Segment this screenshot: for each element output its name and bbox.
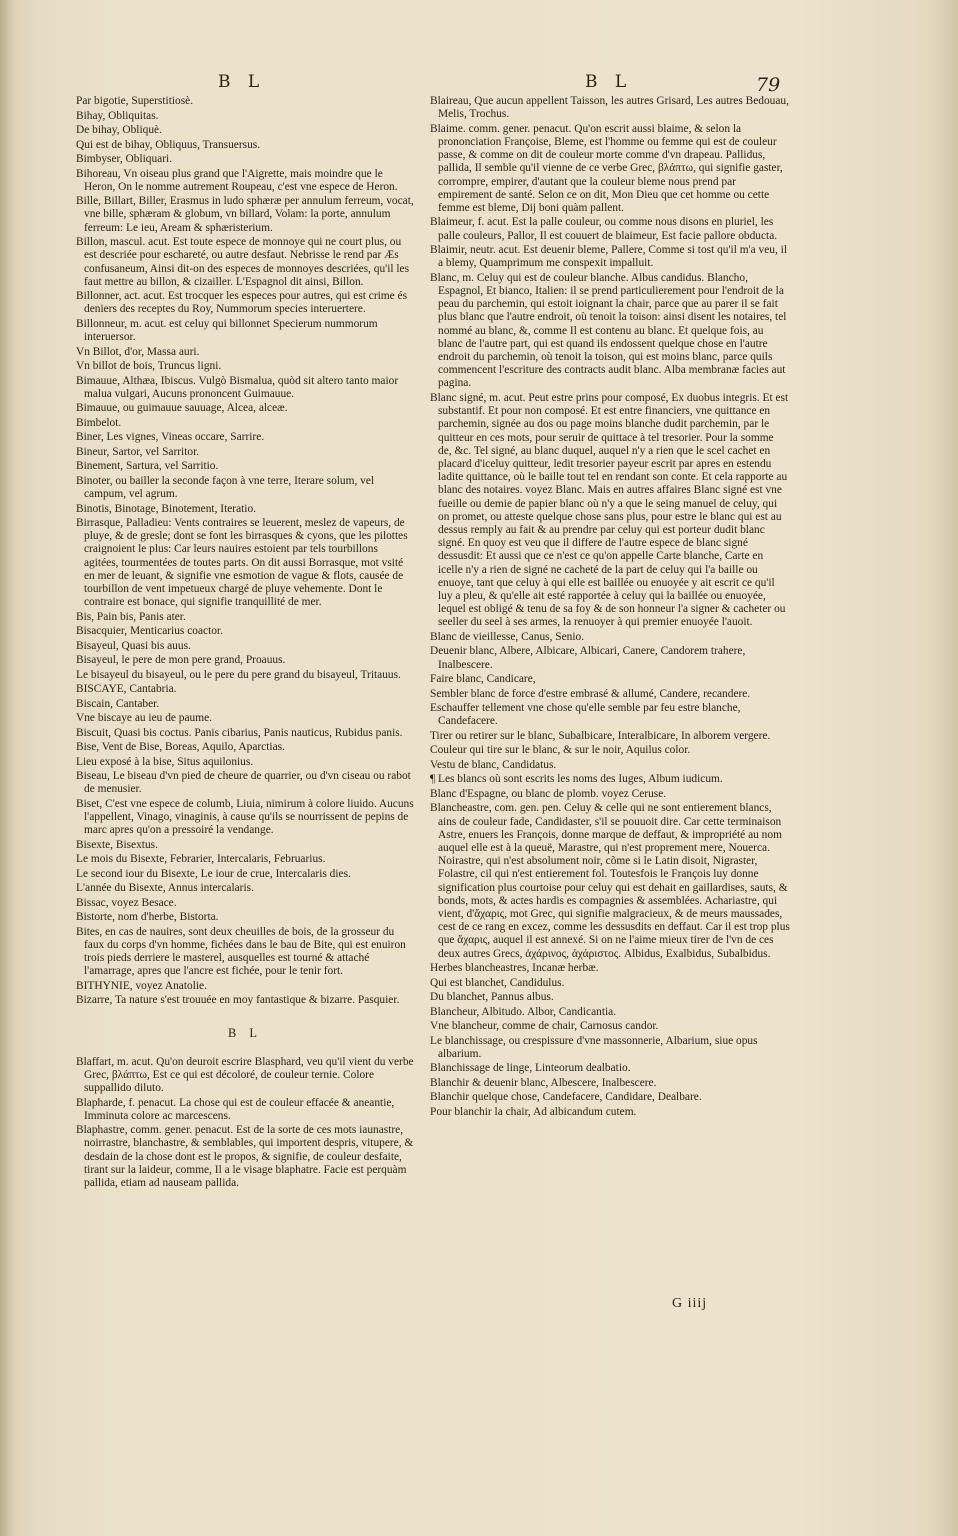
- dictionary-entry: Biset, C'est vne espece de columb, Liuia, nimirum à colore liuido. Aucuns l'appellent, Vinago, vinaginis, à cause qu'ils se nourrissent de pepins de marc apres qu'on a pressoiré la vendange.: [76, 797, 414, 837]
- dictionary-entry: Vne blancheur, comme de chair, Carnosus candor.: [430, 1020, 659, 1033]
- dictionary-entry: Bimbyser, Obliquari.: [76, 153, 173, 165]
- left-column: [76, 95, 414, 1192]
- dictionary-entry: Binoter, ou bailler la seconde façon à vne terre, Iterare solum, vel campum, vel agrum.: [76, 474, 375, 501]
- dictionary-entry: Birrasque, Palladieu: Vents contraires se leuerent, meslez de vapeurs, de pluye, & de gresle; dont se font les birrasques & cyons, que les pilottes craignoient le plus: Car leurs nauires estoient par tels tourbillons agitées, tourmentées de toutes parts. On dit aussi Borrasque, mot vsité en mer de leuant, & signifie vne esmotion de vague & flots, causée de tourbillon de vent impetueux chargé de pluye vehemente. Dont le contraire est bonace, qui signifie tranquillité de mer.: [76, 517, 408, 609]
- dictionary-entry: Billonneur, m. acut. est celuy qui billonnet Specierum nummorum interuersor.: [76, 317, 378, 344]
- running-head-right: B L: [585, 72, 633, 92]
- dictionary-entry: Blancheur, Albitudo. Albor, Candicantia.: [430, 1005, 617, 1018]
- dictionary-entry: Blaimir, neutr. acut. Est deuenir bleme, Pallere, Comme si tost qu'il m'a veu, il a blemy, Quamprimum me conspexit impalluit.: [430, 244, 788, 270]
- dictionary-entry: Vne biscaye au ieu de paume.: [76, 712, 212, 725]
- dictionary-entry: Bihay, Obliquitas.: [76, 109, 159, 122]
- dictionary-entry: Lieu exposé à la bise, Situs aquilonius.: [76, 755, 254, 768]
- dictionary-entry: Par bigotie, Superstitiosè.: [76, 95, 194, 107]
- dictionary-entry: Blaimeur, f. acut. Est la palle couleur, ou comme nous disons en pluriel, les palle couleurs, Pallor, Il est couuert de blaimeur, Est facie pallore obducta.: [430, 216, 778, 242]
- dictionary-entry: Bisayeul, Quasi bis auus.: [76, 639, 191, 652]
- dictionary-entry: Blanc de vieillesse, Canus, Senio.: [430, 630, 585, 643]
- dictionary-entry: Sembler blanc de force d'estre embrasé & allumé, Candere, recandere.: [430, 687, 751, 700]
- dictionary-entry: Biner, Les vignes, Vineas occare, Sarrire.: [76, 431, 265, 444]
- dictionary-entry: Le bisayeul du bisayeul, ou le pere du pere grand du bisayeul, Tritauus.: [76, 668, 401, 681]
- dictionary-entry: Vestu de blanc, Candidatus.: [430, 758, 557, 771]
- dictionary-entry: Bimbelot.: [76, 416, 122, 429]
- dictionary-entry: Couleur qui tire sur le blanc, & sur le noir, Aquilus color.: [430, 744, 691, 757]
- dictionary-entry: Blanc d'Espagne, ou blanc de plomb. voyez Ceruse.: [430, 787, 667, 800]
- dictionary-entry: Le blanchissage, ou crespissure d'vne massonnerie, Albarium, siue opus albarium.: [430, 1034, 758, 1060]
- dictionary-entry: BISCAYE, Cantabria.: [76, 683, 177, 696]
- dictionary-entry: Du blanchet, Pannus albus.: [430, 991, 554, 1004]
- dictionary-entry: Pour blanchir la chair, Ad albicandum cutem.: [430, 1105, 637, 1118]
- dictionary-entry: Blaffart, m. acut. Qu'on deuroit escrire Blasphard, veu qu'il vient du verbe Grec, βλάπτω, Est ce qui est décoloré, de couleur ternie. Colore suppallido diluto.: [76, 1055, 414, 1095]
- dictionary-entry: Bizarre, Ta nature s'est trouuée en moy fantastique & bizarre. Pasquier.: [76, 994, 400, 1007]
- dictionary-entry: Qui est blanchet, Candidulus.: [430, 976, 565, 989]
- page-number: 79: [756, 74, 781, 96]
- dictionary-entry: Vn billot de bois, Truncus ligni.: [76, 360, 222, 373]
- dictionary-entry: Blanchir & deuenir blanc, Albescere, Inalbescere.: [430, 1076, 657, 1089]
- dictionary-entry: Bis, Pain bis, Panis ater.: [76, 610, 186, 623]
- dictionary-entry: Le mois du Bisexte, Febrarier, Intercalaris, Februarius.: [76, 853, 326, 866]
- dictionary-entry: Faire blanc, Candicare,: [430, 673, 536, 686]
- dictionary-entry: Le second iour du Bisexte, Le iour de crue, Intercalaris dies.: [76, 867, 351, 880]
- dictionary-entry: Blanchir quelque chose, Candefacere, Candidare, Dealbare.: [430, 1091, 702, 1104]
- dictionary-entry: Blanc, m. Celuy qui est de couleur blanche. Albus candidus. Blancho, Espagnol, Et bianco, Italien: il se prend particulierement pour l'endroit de la peau du parchemin, qui estoit ioignant la chair, parce que au parer il se fait plus blanc que l'autre endroit, où tenoit la toison: ainsi disent les notaires, tel nommé au blanc, &, comme Il est contenu au blanc. Et quelque fois, au blanc de l'autre part, qui est quand ils endossent quelque chose en l'autre endroit du parchemin, où tenoit la toison, qui est moins blanc, parce quils commencent l'escriture des contracts audit blanc. Alba membranæ facies aut pagina.: [430, 271, 787, 390]
- dictionary-entry: BITHYNIE, voyez Anatolie.: [76, 979, 207, 992]
- dictionary-entry: Billonner, act. acut. Est trocquer les especes pour autres, qui est crime és deniers des receptes du Roy, Nummorum species interuertere.: [76, 290, 408, 316]
- dictionary-entry: Biseau, Le biseau d'vn pied de cheure de quarrier, ou d'vn ciseau ou rabot de menusier.: [76, 770, 411, 796]
- dictionary-entry: Bisayeul, le pere de mon pere grand, Proauus.: [76, 654, 286, 667]
- dictionary-entry: Binement, Sartura, vel Sarritio.: [76, 460, 219, 473]
- dictionary-entry: Bistorte, nom d'herbe, Bistorta.: [76, 911, 219, 924]
- page-gutter: [0, 0, 14, 1536]
- dictionary-entry: Bimauue, Althæa, Ibiscus. Vulgò Bismalua, quòd sit altero tanto maior malua vulgari, Aucuns prononcent Guimauue.: [76, 374, 399, 400]
- dictionary-entry: Bise, Vent de Bise, Boreas, Aquilo, Aparctias.: [76, 741, 285, 754]
- dictionary-entry: Biscain, Cantaber.: [76, 697, 160, 710]
- dictionary-entry: Qui est de bihay, Obliquus, Transuersus.: [76, 138, 261, 151]
- dictionary-entry: Herbes blancheastres, Incanæ herbæ.: [430, 962, 599, 975]
- dictionary-entry: Bissac, voyez Besace.: [76, 896, 177, 909]
- dictionary-entry: Bineur, Sartor, vel Sarritor.: [76, 445, 200, 458]
- dictionary-entry: Blanc signé, m. acut. Peut estre prins pour composé, Ex duobus integris. Et est substantif. Et pour non composé. Et est entre financiers, vne quittance en parchemin, signée au dos ou page moins blanche dudit parchemin, par le quitteur en ces mots, pour seruir de quittace à tel tresorier. Pour la somme de, &c. Tel signé, au blanc duquel, auquel n'y a rien que le scel cachet en placard d'iceluy quitteur, ledit tresorier payeur escrit par apres en estendu ladite quittance, où le baille tout tel en rendant son conte. Et cela rapporte au blanc des notaires. voyez Blanc. Mais en autres affaires Blanc signé est vne fueille ou demie de papier blanc où n'y a que le seing manuel de celuy, qui on promet, ou atteste quelque chose sans plus, pour estre le blanc qui est au dessus remply au fait & au prendre par celuy qui est porteur dudit blanc signé. En quoy est veu que il differe de l'autre espece de blanc signé dessusdit: Et aussi que ce n'est ce qu'on appelle Carte blanche, Carte en icelle n'y a rien de signé ne cacheté de la part de celuy qui l'a baille ou enuoye, tant que celuy à qui elle est baillée ou enuoyée y ait escrit ce qu'il luy a pleu, & qu'elle ait esté rapportée à celuy qui la baillée ou enuoyée, lequel est obligé & tenu de sa foy & de son honneur l'a signer & cacheter ou seeller du seel à ses armes, la renuoyer à qui premier enuoyée l'auoit.: [430, 391, 789, 629]
- dictionary-entry: Vn Billot, d'or, Massa auri.: [76, 345, 200, 358]
- dictionary-entry: Blapharde, f. penacut. La chose qui est de couleur effacée & aneantie, Imminuta colore ac marcescens.: [76, 1096, 395, 1122]
- right-column: [430, 95, 790, 1120]
- left-entries-bl: [76, 1056, 414, 1191]
- dictionary-entry: Deuenir blanc, Albere, Albicare, Albicari, Canere, Candorem trahere, Inalbescere.: [430, 645, 746, 671]
- dictionary-entry: De bihay, Obliquè.: [76, 124, 162, 136]
- dictionary-entry: Tirer ou retirer sur le blanc, Subalbicare, Interalbicare, In alborem vergere.: [430, 729, 771, 742]
- dictionary-entry: Biscuit, Quasi bis coctus. Panis cibarius, Panis nauticus, Rubidus panis.: [76, 726, 403, 739]
- dictionary-entry: Bites, en cas de nauires, sont deux cheuilles de bois, de la grosseur du faux du corps d'vn homme, fichées dans le bau de Bite, qui est enuiron trois pieds derriere le masterel, ausquelles est tourné & attaché l'amarrage, apres que l'ancre est fichée, pour le tenir fort.: [76, 925, 406, 978]
- dictionary-entry: Bimauue, ou guimauue sauuage, Alcea, alceæ.: [76, 402, 288, 415]
- dictionary-entry: ¶ Les blancs où sont escrits les noms des Iuges, Album iudicum.: [430, 773, 723, 786]
- dictionary-entry: Bisexte, Bisextus.: [76, 838, 158, 851]
- dictionary-entry: Blaireau, Que aucun appellent Taisson, les autres Grisard, Les autres Bedouau, Melis, Trochus.: [430, 95, 789, 121]
- dictionary-entry: Blancheastre, com. gen. pen. Celuy & celle qui ne sont entierement blancs, ains de couleur fade, Candidaster, s'il se pouuoit dire. Car cette terminaison Astre, enuers les François, donne marque de deffaut, & impropriété au nom auquel elle est à la queuë, Marastre, qui n'est proprement mere, Nouerca. Noirastre, qui n'est absolument noir, cõme si le Latin disoit, Nigraster, Folastre, cil qui n'est entierement fol. Toutesfois le François luy donne signification plus courtoise pour celuy qui est dehait en gaillardises, sauts, & bonds, mots, & actes hardis es compagnies & assemblées. Acharіastre, qui vient, d'ἄχαρις, mot Grec, qui signifie malgracieux, & de meurs maussades, cest de ce rang en excez, comme les dessusdits en deffaut. Car il est trop plus que ἄχαρις, auquel il est annexé. Si on ne l'aime mieux tirer de l'vn de ces deux autres Grecs, ἀχάρινος, ἀχάριστος. Albidus, Exalbidus, Subalbidus.: [430, 802, 790, 960]
- dictionary-entry: Billon, mascul. acut. Est toute espece de monnoye qui ne court plus, ou est descriée pour eschareté, ou autre desfaut. Nebrisse le rend par Æs confusaneum, Ainsi dit-on des especes de monnoyes descriées, qu'il les faut mettre au billon, & cizailler. L'Espagnol dit ainsi, Billon.: [76, 236, 410, 288]
- right-entries: [430, 95, 790, 1119]
- dictionary-entry: Blanchissage de linge, Linteorum dealbatio.: [430, 1062, 631, 1075]
- dictionary-entry: Bisacquier, Menticarius coactor.: [76, 625, 223, 638]
- dictionary-entry: L'année du Bisexte, Annus intercalaris.: [76, 882, 254, 895]
- left-entries: [76, 95, 414, 1008]
- section-subhead: B L: [228, 1025, 262, 1040]
- dictionary-entry: Eschauffer tellement vne chose qu'elle semble par feu estre blanche, Candefacere.: [430, 702, 741, 728]
- dictionary-entry: Blaime. comm. gener. penacut. Qu'on escrit aussi blaime, & selon la prononciation Françoise, Bleme, est l'homme ou femme qui est de couleur passe, & comme on dit de couleur morte comme d'vn drapeau. Pallidus, pallida, Il semble qu'il vienne de ce verbe Grec, βλάπτω, qui signifie gaster, corrompre, empirer, d'autant que la couleur bleme nous prend par empirement de santé. Selon ce on dit, Mon Dieu que cet homme ou cette femme est bleme, Dij boni quàm pallent.: [430, 122, 783, 214]
- dictionary-entry: Bihoreau, Vn oiseau plus grand que l'Aigrette, mais moindre que le Heron, On le nomme autrement Roupeau, c'est vne espece de Heron.: [76, 167, 398, 193]
- dictionary-entry: Blaphastre, comm. gener. penacut. Est de la sorte de ces mots iaunastre, noirrastre, blanchastre, & semblables, qui importent despris, vitupere, & desdain de la chose dont est le propos, & signifie, de couleur desfaite, tirant sur la laideur, comme, Il a le visage blaphatre. Facie est perquàm pallida, etiam ad nauseam pallida.: [76, 1124, 414, 1190]
- signature-mark: G iiij: [672, 1296, 708, 1311]
- running-head-left: B L: [218, 72, 266, 92]
- dictionary-entry: Binotis, Binotage, Binotement, Iteratio.: [76, 502, 257, 515]
- dictionary-entry: Bille, Billart, Biller, Erasmus in ludo sphæræ per annulum ferreum, vocat, vne bille, sphæram & globum, vn billard, Volam: la porte, annulum ferreum: Le ieu, Aream & sphæristerium.: [76, 195, 414, 234]
